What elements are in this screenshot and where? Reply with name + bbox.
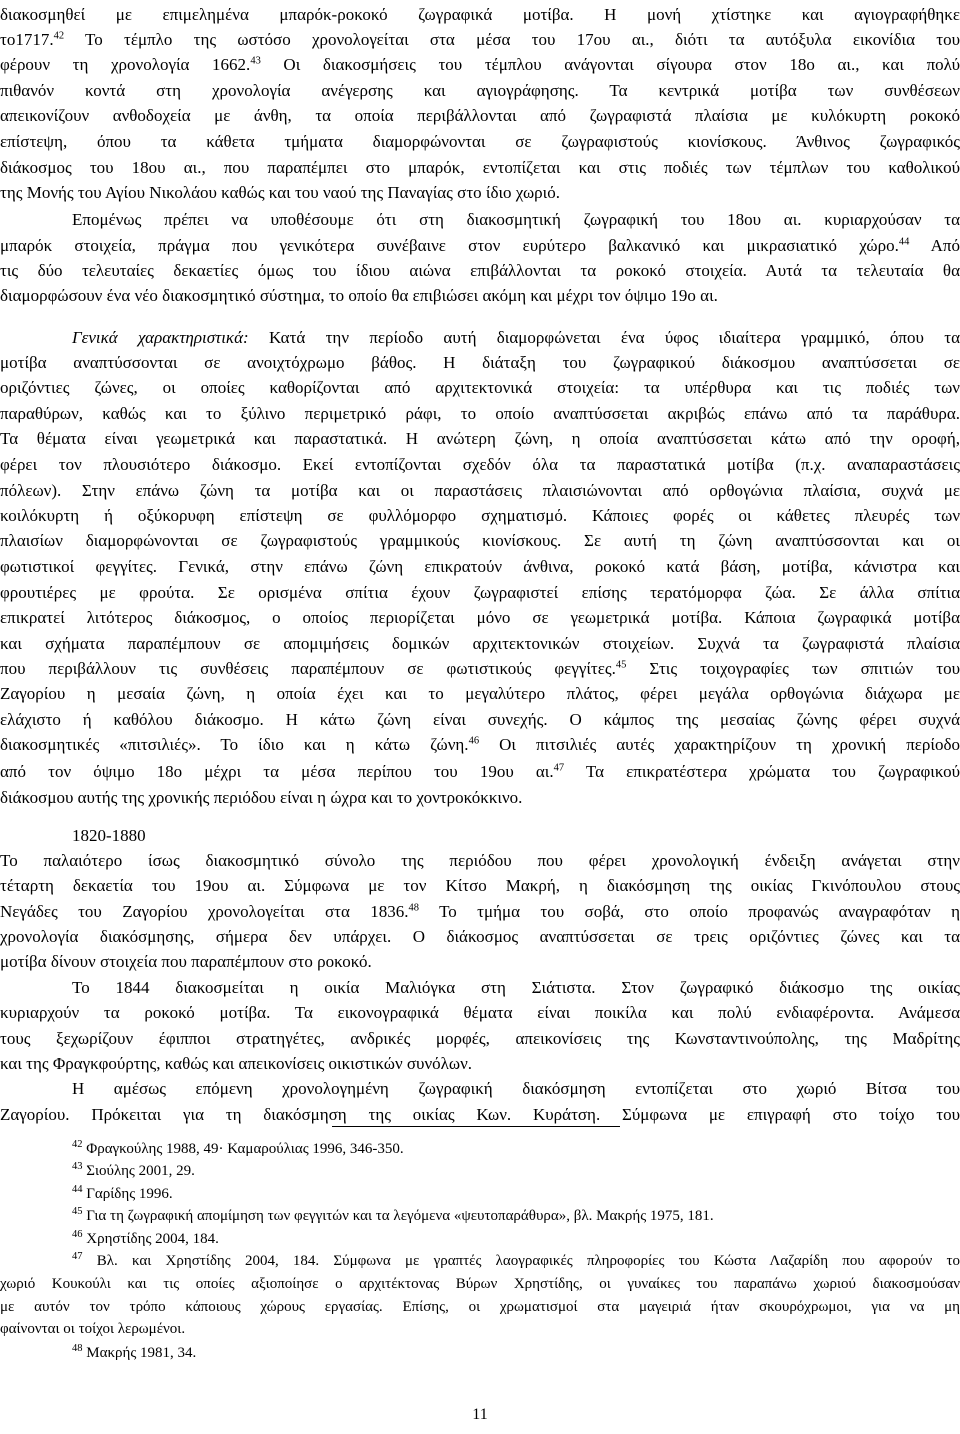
line-text: επίστεψη, όπου τα κάθετα τμήματα διαμορφώνονται σε ζωγραφιστούς κιονίσκους. Άνθινος ζωγραφικός	[0, 132, 960, 151]
footnote-number: 45	[72, 1206, 83, 1217]
line-text: χρονολογία διακόσμησης, σήμερα δεν υπάρχει. Ο διάκοσμος αναπτύσσεται σε τρεις οριζόντιες ζώνες και τα	[0, 927, 960, 946]
line-text: Ζαγορίου η μεσαία ζώνη, η οποία έχει και το μεγαλύτερο πλάτος, φέρει μεγάλα ορθογώνια διάχωρα με	[0, 684, 960, 703]
page-number: 11	[472, 1406, 488, 1423]
footnote-text: με αυτόν τον τρόπο κάποιους χώρους εργασίας. Επίσης, οι χρωματισμοί στα μαγειριά ήταν σκουρόχρωμοι, για να μη	[0, 1299, 960, 1315]
line-text: Οι διακοσμήσεις του τέμπλου ανάγονται σίγουρα στον 18ο αι., και πολύ	[260, 55, 960, 74]
footnote	[0, 1183, 960, 1205]
line-text: διαμορφώσουν ένα νέο διακοσμητικό σύστημα, το οποίο θα επιβιώσει ακόμη και μέχρι τον όψιμο 19ο αι.	[0, 286, 718, 305]
line-text: Στις τοιχογραφίες των σπιτιών του	[626, 659, 960, 678]
text-line	[0, 350, 960, 375]
line-text: μοτίβα δίνουν στοιχεία που παραπέμπουν στο ροκοκό.	[0, 952, 372, 971]
text-line	[0, 1026, 960, 1051]
footnote-reference[interactable]: 44	[898, 236, 910, 248]
footnote-reference[interactable]: 47	[553, 762, 565, 774]
text-line	[0, 785, 960, 810]
footnote-text: φαίνονται οι τοίχοι λερωμένοι.	[0, 1321, 186, 1337]
footnote-number: 47	[72, 1251, 83, 1262]
footnote-text: Βλ. και Χρηστίδης 2004, 184. Σύμφωνα με γραπτές λαογραφικές πληροφορίες του Κώστα Λαζαρίδη που αφορούν το	[82, 1253, 960, 1269]
line-text: διακοσμηθεί με επιμελημένα μπαρόκ-ροκοκό ζωγραφικά μοτίβα. Η μονή χτίστηκε και αγιογραφήθηκε	[0, 5, 960, 24]
footnote-text: Χρηστίδης 2004, 184.	[82, 1231, 219, 1247]
line-text: φέρουν τη χρονολογία 1662.	[0, 55, 251, 74]
text-line	[0, 258, 960, 283]
line-text: από τον όψιμο 18ο μέχρι τα μέσα περίπου του 19ου αι.	[0, 762, 554, 781]
line-text: Ζαγορίου. Πρόκειται για τη διακόσμηση της οικίας Κων. Κυράτση. Σύμφωνα με επιγραφή στο τοίχο του	[0, 1105, 960, 1124]
footnote-text: Γαρίδης 1996.	[82, 1186, 173, 1202]
line-text: κυριαρχούν τα ροκοκό μοτίβα. Τα εικονογραφικά θέματα είναι ποικίλα και πολύ ενδιαφέροντα. Ανάμεσα	[0, 1003, 960, 1022]
text-line	[0, 631, 960, 656]
line-text: Η αμέσως επόμενη χρονολογημένη ζωγραφική διακόσμηση εντοπίζεται στο χωριό Βίτσα του	[72, 1079, 960, 1098]
line-text: διάκοσμος του 18ου αι., που παραπέμπει στο μπαρόκ, εντοπίζεται και στις ποδιές των τέμπλων του καθολικού	[0, 158, 960, 177]
footnote	[0, 1318, 960, 1340]
text-line	[0, 207, 960, 232]
text-line	[0, 78, 960, 103]
footnote-text: χωριό Κουκούλι και τις οποίες αξιοποίησε ο αρχιτέκτονας Βύρων Χρηστίδης, οι γυναίκες του παραπάνω χωριού διακοσμούσαν	[0, 1276, 960, 1292]
footnote-reference[interactable]: 48	[408, 902, 420, 914]
footnote-text: Σιούλης 2001, 29.	[82, 1163, 195, 1179]
line-text: φέρει τον πλουσιότερο διάκοσμο. Εκεί εντοπίζονται σχεδόν όλα τα παραστατικά μοτίβα (π.χ. αναπαραστάσεις	[0, 455, 960, 474]
text-line	[0, 656, 960, 681]
line-text: που περιβάλλουν τις συνθέσεις παραπέμπουν σε φωτιστικούς φεγγίτες.	[0, 659, 616, 678]
line-text: Τα επικρατέστερα χρώματα του ζωγραφικού	[564, 762, 960, 781]
line-text: Νεγάδες του Ζαγορίου χρονολογείται στα 1836.	[0, 902, 409, 921]
text-line	[0, 2, 960, 27]
line-text: τις δύο τελευταίες δεκαετίες όμως του ίδιου αιώνα επιβάλλονται τα ροκοκό στοιχεία. Αυτά τα τελευταία θα	[0, 261, 960, 280]
text-line	[0, 899, 960, 924]
section-heading: 1820-1880	[72, 826, 146, 845]
line-text: ελάχιστο ή καθόλου διάκοσμο. Η κάτω ζώνη είναι συνεχής. Ο κάμπος της μεσαίας ζώνης φέρει συχνά	[0, 710, 960, 729]
footnote	[0, 1228, 960, 1250]
line-text: Το τμήμα του σοβά, στο οποίο προφανώς αναγραφόταν η	[419, 902, 960, 921]
line-text: Οι πιτσιλιές αυτές χαρακτηρίζουν τη χρονική περίοδο	[479, 735, 960, 754]
text-line	[0, 975, 960, 1000]
footnote	[0, 1138, 960, 1160]
line-text: κοιλόκυρτη ή οξύκορυφη επίστεψη σε φυλλόμορφο σχηματισμό. Κάποιες φορές οι κάθετες πλευρές των	[0, 506, 960, 525]
footnote	[0, 1296, 960, 1318]
text-line	[0, 528, 960, 553]
line-text: διακοσμητικές «πιτσιλιές». Το ίδιο και η κάτω ζώνη.	[0, 735, 469, 754]
line-text: πιθανόν κοντά στη χρονολογία ανέγερσης και αγιογράφησης. Τα κεντρικά μοτίβα των συνθέσεων	[0, 81, 960, 100]
text-line	[0, 452, 960, 477]
footnote-number: 43	[72, 1161, 83, 1172]
line-text: Κατά την περίοδο αυτή διαμορφώνεται ένα ύφος ιδιαίτερα γραμμικό, όπου τα	[248, 328, 960, 347]
line-text: Επομένως πρέπει να υποθέσουμε ότι στη διακοσμητική ζωγραφική του 18ου αι. κυριαρχούσαν τα	[72, 210, 960, 229]
line-text: της Μονής του Αγίου Νικολάου καθώς και του ναού της Παναγίας στο ίδιο χωριό.	[0, 183, 560, 202]
text-line	[0, 924, 960, 949]
line-text: πλαισίων διαμορφώνονται σε ζωγραφιστούς γραμμικούς κιονίσκους. Σε αυτή τη ζώνη αναπτύσσονται και οι	[0, 531, 960, 550]
line-text: Το τέμπλο της ωστόσο χρονολογείται στα μέσα του 17ου αι., διότι τα αυτόξυλα εικονίδια του	[64, 30, 960, 49]
line-text: Το 1844 διακοσμείται η οικία Μαλιόγκα στη Σιάτιστα. Στον ζωγραφικό διάκοσμο της οικίας	[72, 978, 960, 997]
line-text: το1717.	[0, 30, 54, 49]
footnote-number: 42	[72, 1139, 83, 1150]
text-line	[0, 707, 960, 732]
line-text: και σχήματα παραπέμπουν σε απομιμήσεις δομικών αρχιτεκτονικών στοιχείων. Συχνά τα ζωγραφιστά πλαίσια	[0, 634, 960, 653]
footnote-reference[interactable]: 43	[250, 55, 261, 67]
line-text: διάκοσμου αυτής της χρονικής περιόδου είναι η ώχρα και το χοντροκόκκινο.	[0, 788, 523, 807]
text-line	[0, 1000, 960, 1025]
footnote-reference[interactable]: 45	[615, 659, 627, 671]
line-text: Το παλαιότερο ίσως διακοσμητικό σύνολο της περιόδου που φέρει χρονολογική ένδειξη ανάγεται στην	[0, 851, 960, 870]
footnote	[0, 1342, 960, 1364]
footnote-number: 46	[72, 1229, 83, 1240]
text-line	[0, 503, 960, 528]
italic-lead: Γενικά χαρακτηριστικά:	[72, 328, 249, 347]
text-line	[0, 478, 960, 503]
text-line	[0, 401, 960, 426]
line-text: οριζόντιες ζώνες, οι οποίες καθορίζονται από αρχιτεκτονικά στοιχεία: τα υπέρθυρα και τις ποδιές των	[0, 378, 960, 397]
text-line	[0, 283, 960, 308]
text-line	[0, 1102, 960, 1127]
line-text: μπαρόκ στοιχεία, πράγμα που γενικότερα συνέβαινε στον ευρύτερο βαλκανικό και μικρασιατικό χώρο.	[0, 236, 899, 255]
footnote-text: Φραγκούλης 1988, 49· Καμαρούλιας 1996, 346-350.	[82, 1141, 404, 1157]
text-line	[0, 426, 960, 451]
line-text: φωτιστικοί φεγγίτες. Γενικά, στην επάνω ζώνη επικρατούν άνθινα, ροκοκό κατά βάση, μοτίβα, κάνιστρα και	[0, 557, 960, 576]
text-line	[0, 129, 960, 154]
footnote-reference[interactable]: 42	[53, 30, 65, 42]
footnote-text: Μακρής 1981, 34.	[82, 1345, 197, 1361]
text-line	[0, 681, 960, 706]
line-text: φρουτιέρες με φρούτα. Σε ορισμένα σπίτια έχουν ζωγραφιστεί επίσης τερατόμορφα ζώα. Σε άλλα σπίτια	[0, 583, 960, 602]
text-line	[0, 605, 960, 630]
text-line	[0, 1076, 960, 1101]
footnote-number: 48	[72, 1343, 83, 1354]
footnote	[0, 1205, 960, 1227]
footnote-text: Για τη ζωγραφική απομίμηση των φεγγιτών και τα λεγόμενα «ψευτοπαράθυρα», βλ. Μακρής 1975, 181.	[82, 1208, 714, 1224]
text-line	[0, 325, 960, 350]
footnote-reference[interactable]: 46	[468, 735, 480, 747]
text-line	[0, 732, 960, 757]
line-text: παραθύρων, καθώς και το ξύλινο περιμετρικό ράφι, το οποίο αναπτύσσεται ακριβώς επάνω από τα παράθυρα.	[0, 404, 960, 423]
text-line	[0, 27, 960, 52]
text-line	[0, 873, 960, 898]
line-text: και της Φραγκφούρτης, καθώς και απεικονίσεις οικιστικών συνόλων.	[0, 1054, 473, 1073]
text-line	[0, 848, 960, 873]
text-line	[0, 180, 960, 205]
footnote	[0, 1160, 960, 1182]
footnote	[0, 1273, 960, 1295]
text-line	[0, 52, 960, 77]
line-text: μοτίβα αναπτύσσονται σε ανοιχτόχρωμο βάθος. Η διάταξη του ζωγραφικού διάκοσμου αναπτύσσεται σε	[0, 353, 960, 372]
text-line	[0, 1051, 960, 1076]
line-text: απεικονίζουν ανθοδοχεία με άνθη, τα οποία περιβάλλονται από ζωγραφιστά πλαίσια με κυλόκυρτη ροκοκό	[0, 106, 960, 125]
line-text: πόλεων). Στην επάνω ζώνη τα μοτίβα και οι παραστάσεις πλαισιώνονται από ορθογώνια πλαίσια, συχνά με	[0, 481, 960, 500]
text-line	[0, 949, 960, 974]
text-line	[0, 233, 960, 258]
footnote-separator	[332, 1126, 620, 1127]
line-text: επικρατεί λιτότερος διάκοσμος, ο οποίος περιορίζεται μόνο σε γεωμετρικά μοτίβα. Κάποια ζωγραφικά μοτίβα	[0, 608, 960, 627]
text-line	[0, 554, 960, 579]
line-text: Τα θέματα είναι γεωμετρικά και παραστατικά. Η ανώτερη ζώνη, η οποία αναπτύσσεται κάτω από την οροφή,	[0, 429, 960, 448]
text-line	[0, 759, 960, 784]
line-text: Από	[909, 236, 960, 255]
line-text: τους ξεχωρίζουν έφιπποι στρατηγέτες, ανδρικές μορφές, απεικονίσεις της Κωνσταντινούπολης, της Μαδρίτης	[0, 1029, 960, 1048]
text-line	[0, 580, 960, 605]
text-line	[0, 155, 960, 180]
footnote-number: 44	[72, 1184, 83, 1195]
text-line	[0, 103, 960, 128]
line-text: τέταρτη δεκαετία του 19ου αι. Σύμφωνα με τον Κίτσο Μακρή, η διακόσμηση της οικίας Γκινόπουλου στους	[0, 876, 960, 895]
footnote	[0, 1250, 960, 1272]
text-line	[0, 375, 960, 400]
